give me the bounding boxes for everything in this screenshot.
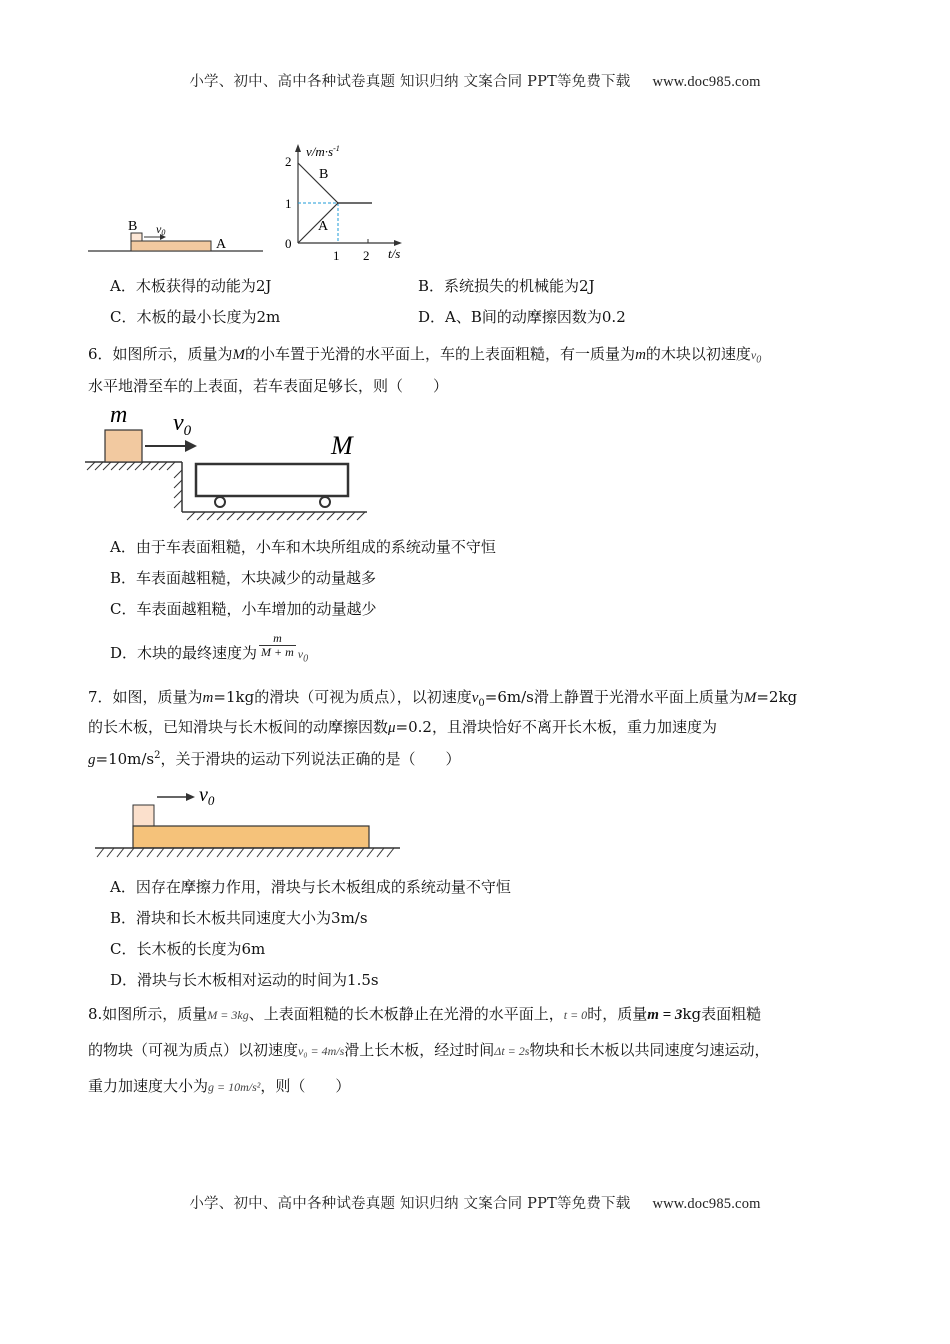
vt-xtick-1: 1 [333, 248, 340, 263]
q6-option-d: D．木块的最终速度为 $\frac{m}{M + m}$ $v_0$ [110, 630, 309, 665]
page-header [0, 70, 950, 91]
q7-slider-plank-figure [95, 780, 405, 862]
q7-option-c: C．长木板的长度为6m [110, 940, 266, 958]
vt-xtick-2: 2 [363, 248, 370, 263]
q6-stem-line1: 6．如图所示，质量为M的小车置于光滑的水平面上，车的上表面粗糙，有一质量为m的木块以初速度$v_0$ [88, 345, 762, 366]
q7-stem-line1: 7．如图，质量为m=1kg的滑块（可视为质点），以初速度$v_0=6m/s$滑上静置于光滑水平面上质量为M=2kg [88, 688, 798, 709]
q8-stem-line2: 的物块（可视为质点）以初速度v₀ = 4m/s滑上长木板，经过时间Δt = 2s物块和长木板以共同速度匀速运动， [88, 1041, 770, 1059]
svg-text:v/m·s-1 [306, 144, 340, 159]
q6-fig-M: M [331, 431, 353, 460]
vt-graph [280, 140, 410, 265]
vt-series-a-label: A [318, 219, 329, 234]
q6-fig-v-sub: 0 [183, 423, 192, 439]
q6-option-a: A．由于车表面粗糙，小车和木块所组成的系统动量不守恒 [110, 538, 496, 556]
vt-ytick-0: 0 [285, 236, 292, 251]
page-footer [0, 1192, 950, 1213]
svg-text:v0 [199, 784, 215, 808]
q5-option-c: C．木板的最小长度为2m [110, 308, 281, 326]
vt-y-label-sup: -1 [333, 144, 340, 153]
q5-block-plank-figure [88, 215, 268, 255]
svg-text:v0 [156, 222, 165, 237]
header-text: 小学、初中、高中各种试卷真题 知识归纳 文案合同 PPT等免费下载 [189, 74, 631, 90]
footer-text: 小学、初中、高中各种试卷真题 知识归纳 文案合同 PPT等免费下载 [189, 1196, 631, 1212]
vt-series-b [298, 163, 372, 203]
svg-text:v0 [173, 410, 192, 439]
q7-option-b: B．滑块和长木板共同速度大小为3m/s [110, 909, 368, 927]
vt-series-b-label: B [319, 167, 329, 182]
header-site: www.doc985.com [652, 74, 761, 90]
q7-stem-line2: 的长木板，已知滑块与长木板间的动摩擦因数μ=0.2，且滑块恰好不离开长木板，重力加速度为 [88, 718, 717, 736]
q7-option-d: D．滑块与长木板相对运动的时间为1.5s [110, 971, 379, 989]
q7-stem-line3: $g=10m/s^2$，关于滑块的运动下列说法正确的是（ ） [88, 750, 461, 768]
fig5-v0-sub: 0 [161, 228, 166, 237]
q7-fig-v: v [199, 784, 208, 806]
q7-option-a: A．因存在摩擦力作用，滑块与长木板组成的系统动量不守恒 [110, 878, 511, 896]
q6-option-c: C．车表面越粗糙，小车增加的动量越少 [110, 600, 377, 618]
q6-fig-m: m [110, 402, 128, 428]
q6-option-b: B．车表面越粗糙，木块减少的动量越多 [110, 569, 377, 587]
q5-option-a: A．木板获得的动能为2J [110, 277, 272, 295]
fig5-v0: v [156, 222, 162, 236]
q5-option-d: D．A、B间的动摩擦因数为0.2 [418, 308, 626, 326]
fig5-label-b: B [128, 219, 138, 234]
vt-y-label: v/m·s [306, 144, 334, 159]
q7-fig-v-sub: 0 [207, 793, 215, 808]
q8-stem-line3: 重力加速度大小为g = 10m/s²，则（ ） [88, 1077, 351, 1095]
footer-site: www.doc985.com [652, 1196, 761, 1212]
q6-fig-v: v [173, 410, 184, 436]
vt-ytick-1: 1 [285, 196, 292, 211]
q8-stem-line1: 8.如图所示，质量M = 3kg、上表面粗糙的长木板静止在光滑的水平面上，t = 0时，质量m = 3kg表面粗糙 [88, 1005, 762, 1023]
fig5-label-a: A [216, 237, 227, 252]
vt-ytick-2: 2 [285, 154, 292, 169]
q5-option-b: B．系统损失的机械能为2J [418, 277, 595, 295]
vt-x-label: t/s [388, 246, 401, 261]
q6-stem-line2: 水平地滑至车的上表面，若车表面足够长，则（ ） [88, 377, 449, 395]
vt-series-a [298, 203, 372, 243]
q6-cart-figure [85, 400, 375, 525]
